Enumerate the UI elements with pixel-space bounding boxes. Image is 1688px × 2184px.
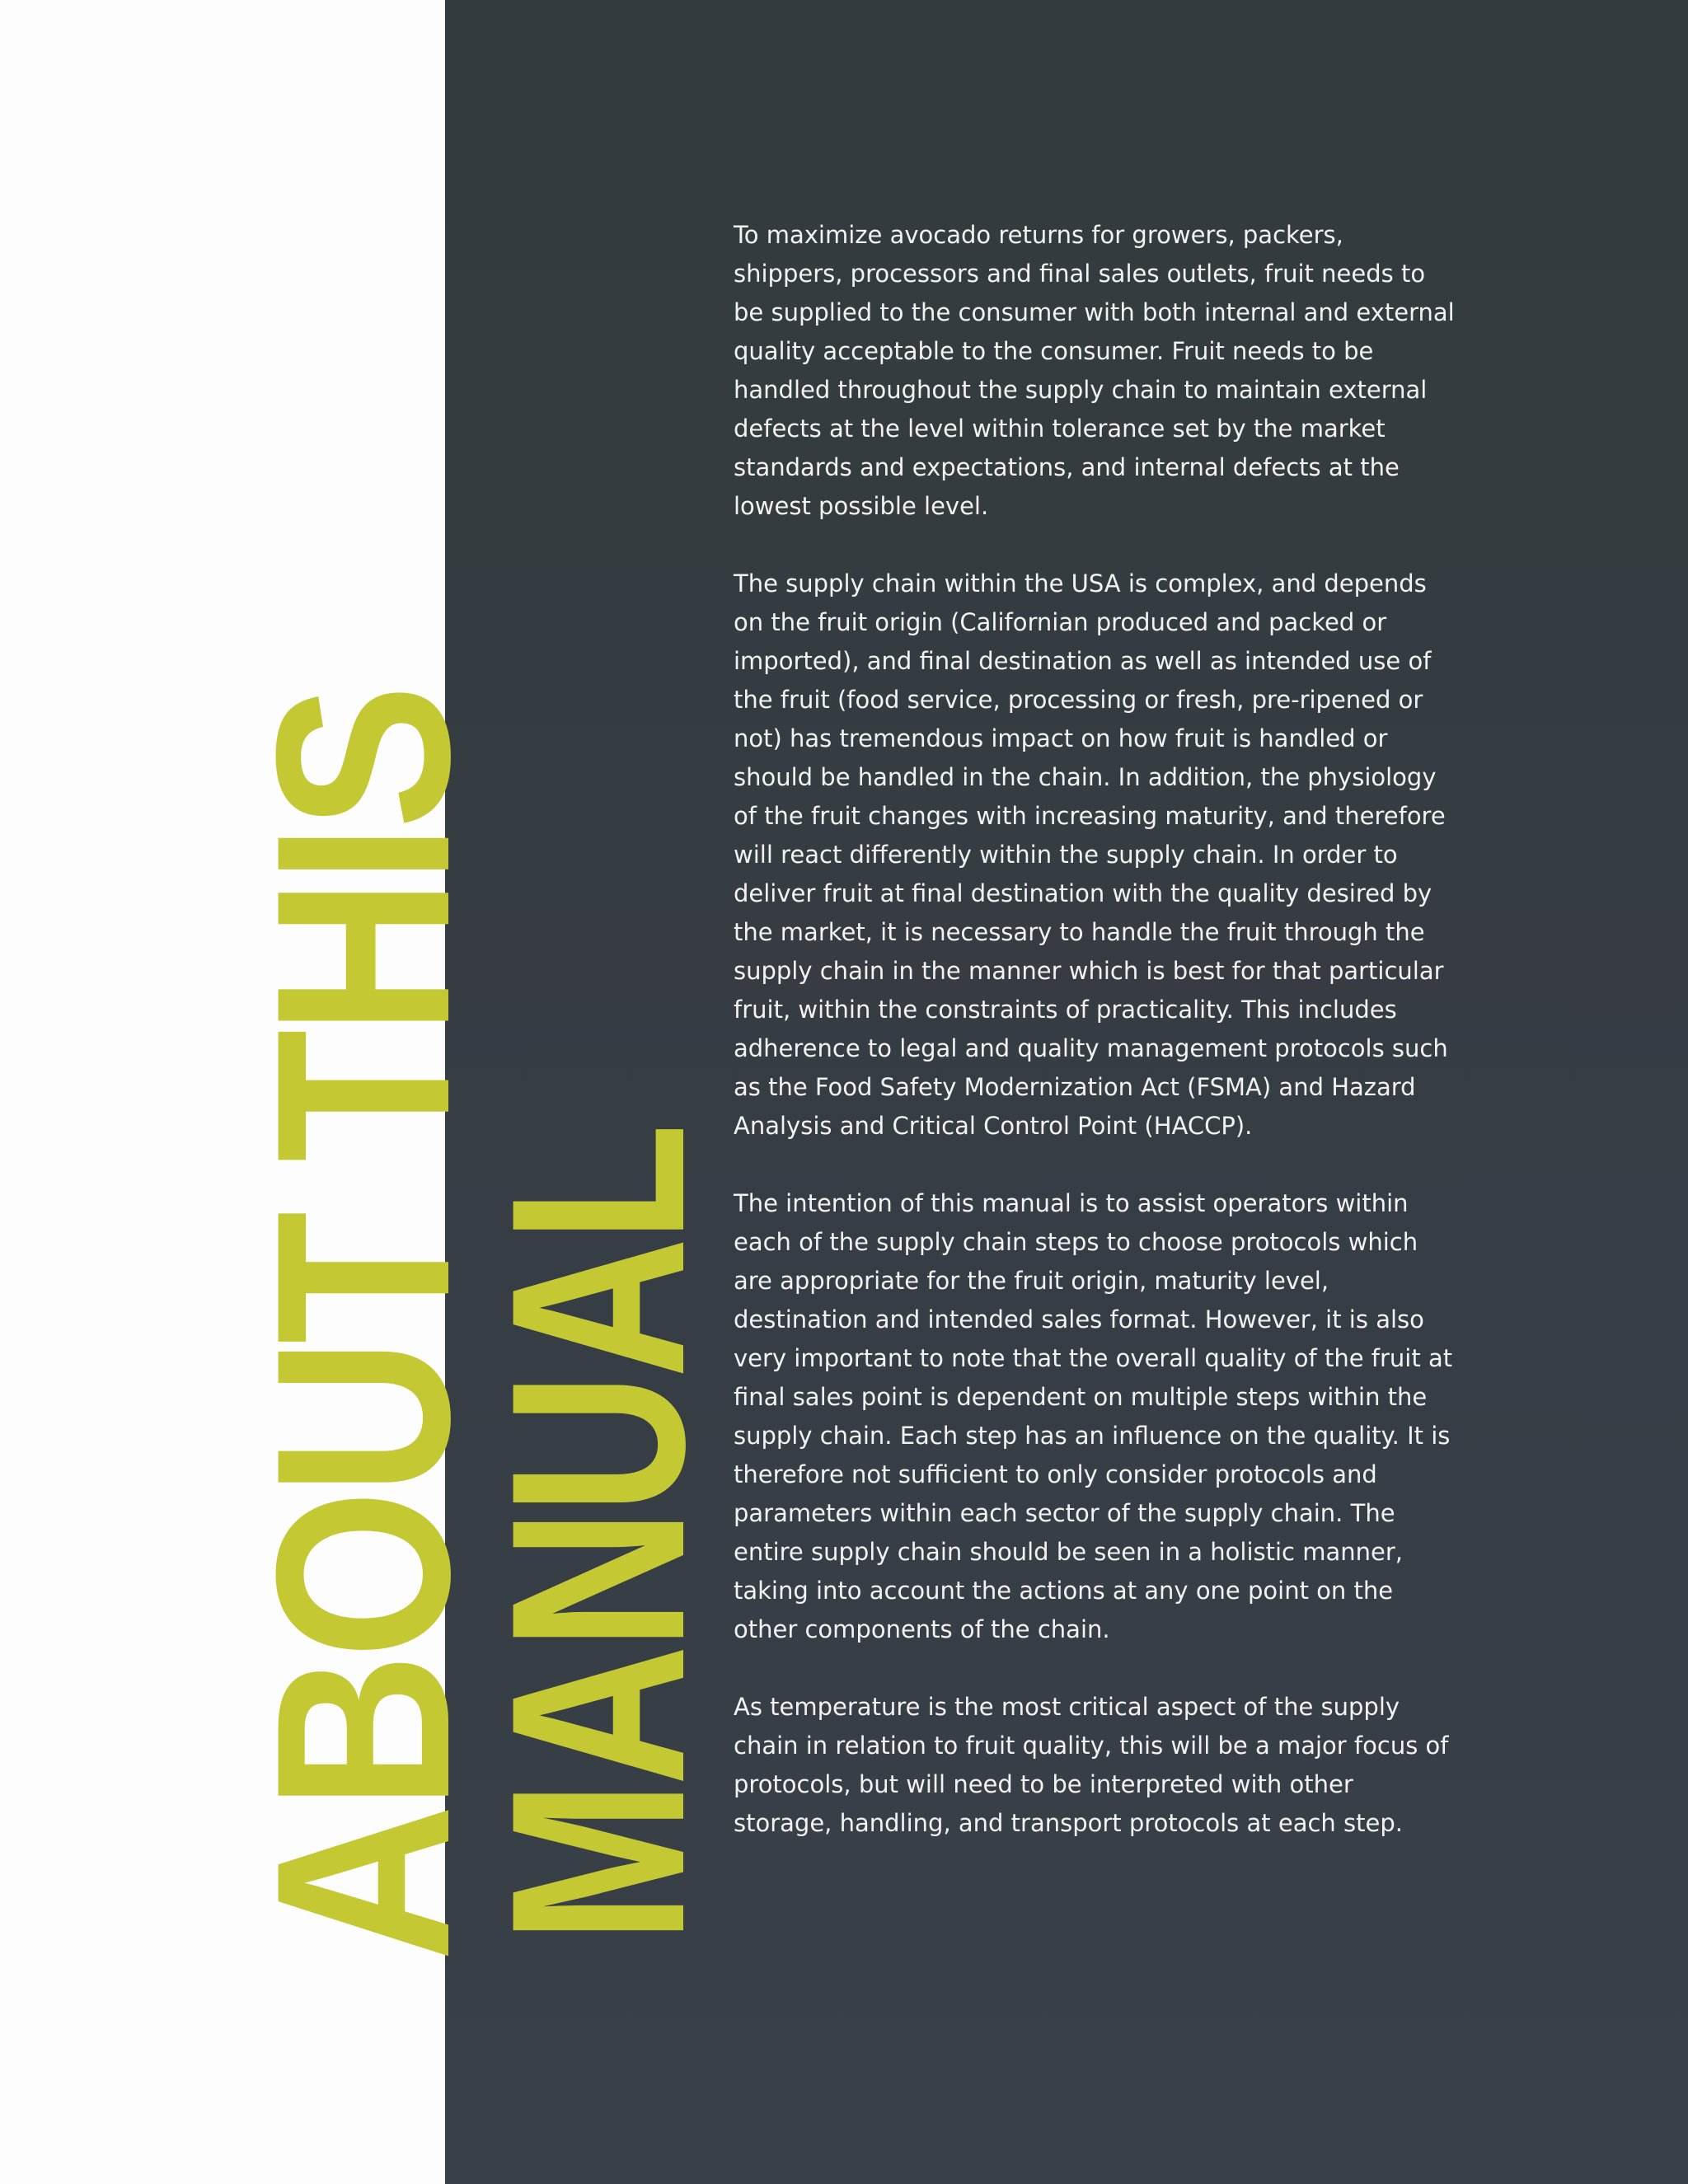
- paragraph-4: As temperature is the most critical aspect of the supply chain in relation to fruit quality, this will be a major focus of protocols, but will need to be interpreted with other storage, handling, and transport protocols at each step.: [734, 1693, 1449, 1837]
- title-line-about-this: [224, 690, 501, 1962]
- title-line-manual: [459, 1128, 736, 1943]
- paragraph-3: The intention of this manual is to assist operators within each of the supply chain steps to choose protocols which are appropriate for the fruit origin, maturity level, destination and intended sales format. However, it is also very important to note that the overall quality of the fruit at final sales point is dependent on multiple steps within the supply chain. Each step has an influence on the quality. It is therefore not sufficient to only consider protocols and parameters within each sector of the supply chain. The entire supply chain should be seen in a holistic manner, taking into account the actions at any one point on the other components of the chain.: [734, 1189, 1453, 1643]
- title-line-2-text: MANUAL: [459, 1128, 736, 1943]
- title-line-1-text: ABOUT THIS: [224, 690, 501, 1962]
- body-text: [734, 216, 1459, 1882]
- paragraph-2: The supply chain within the USA is complex, and depends on the fruit origin (Californian produced and packed or imported), and final destination as well as intended use of the fruit (food service, processing or fresh, pre-ripened or not) has tremendous impact on how fruit is handled or should be handled in the chain. In addition, the physiology of the fruit changes with increasing maturity, and therefore will react differently within the supply chain. In order to deliver fruit at final destination with the quality desired by the market, it is necessary to handle the fruit through the supply chain in the manner which is best for that particular fruit, within the constraints of practicality. This includes adherence to legal and quality management protocols such as the Food Safety Modernization Act (FSMA) and Hazard Analysis and Critical Control Point (HACCP).: [734, 569, 1448, 1140]
- paragraph-1: To maximize avocado returns for growers, packers, shippers, processors and final sales outlets, fruit needs to be supplied to the consumer with both internal and external quality acceptable to the consumer. Fruit needs to be handled throughout the supply chain to maintain external defects at the level within tolerance set by the market standards and expectations, and internal defects at the lowest possible level.: [734, 221, 1455, 520]
